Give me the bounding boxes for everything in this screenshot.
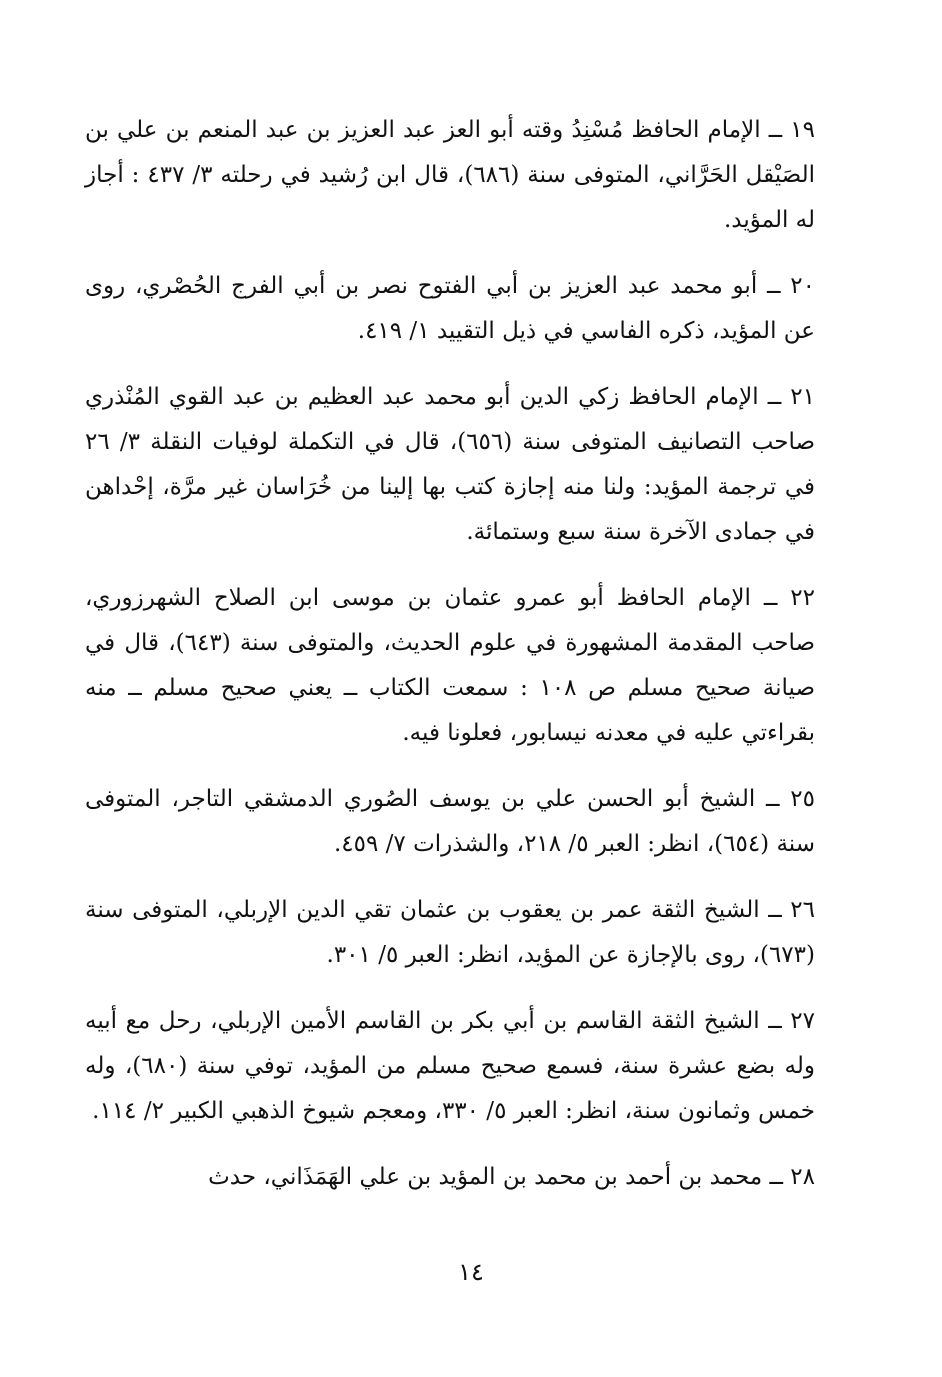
entry-22: ٢٢ ــ الإمام الحافظ أبو عمرو عثمان بن موسى ابن الصلاح الشهرزوري، صاحب المقدمة المشهورة في علوم الحديث، والمتوفى سنة (٦٤٣)، قال في صيانة صحيح مسلم ص ١٠٨ : سمعت الكتاب ــ يعني صحيح مسلم ــ منه بقراءتي عليه في معدنه نيسابور، فعلونا فيه.: [85, 585, 815, 746]
entry-19: ١٩ ــ الإمام الحافظ مُسْنِدُ وقته أبو العز عبد العزيز بن عبد المنعم بن علي بن الصَيْقل الحَرَّاني، المتوفى سنة (٦٨٦)، قال ابن رُشيد في رحلته ٣/ ٤٣٧ : أجاز له المؤيد.: [85, 117, 816, 233]
entry-20: ٢٠ ــ أبو محمد عبد العزيز بن أبي الفتوح نصر بن أبي الفرج الحُصْري، روى عن المؤيد، ذكره الفاسي في ذيل التقييد ١/ ٤١٩.: [85, 273, 815, 344]
entry-26: ٢٦ ــ الشيخ الثقة عمر بن يعقوب بن عثمان تقي الدين الإربلي، المتوفى سنة (٦٧٣)، روى بالإجازة عن المؤيد، انظر: العبر ٥/ ٣٠١.: [85, 897, 815, 968]
entry-27: ٢٧ ــ الشيخ الثقة القاسم بن أبي بكر بن القاسم الأمين الإربلي، رحل مع أبيه وله بضع عشرة سنة، فسمع صحيح مسلم من المؤيد، توفي سنة (٦٨٠)، وله خمس وثمانون سنة، انظر: العبر ٥/ ٣٣٠، ومعجم شيوخ الذهبي الكبير ٢/ ١١٤.: [85, 1008, 815, 1124]
entry-21: ٢١ ــ الإمام الحافظ زكي الدين أبو محمد عبد العظيم بن عبد القوي المُنْذري صاحب التصانيف المتوفى سنة (٦٥٦)، قال في التكملة لوفيات النقلة ٣/ ٢٦ في ترجمة المؤيد: ولنا منه إجازة كتب بها إلينا من خُرَاسان غير مرَّة، إحْداهن في جمادى الآخرة سنة سبع وستمائة.: [85, 384, 815, 545]
page-number: ١٤: [458, 1258, 484, 1286]
entry-28: ٢٨ ــ محمد بن أحمد بن محمد بن المؤيد بن علي الهَمَذَاني، حدث: [208, 1164, 815, 1190]
entry-25: ٢٥ ــ الشيخ أبو الحسن علي بن يوسف الصُوري الدمشقي التاجر، المتوفى سنة (٦٥٤)، انظر: العبر ٥/ ٢١٨، والشذرات ٧/ ٤٥٩.: [85, 786, 815, 857]
page-body: [85, 108, 815, 1200]
